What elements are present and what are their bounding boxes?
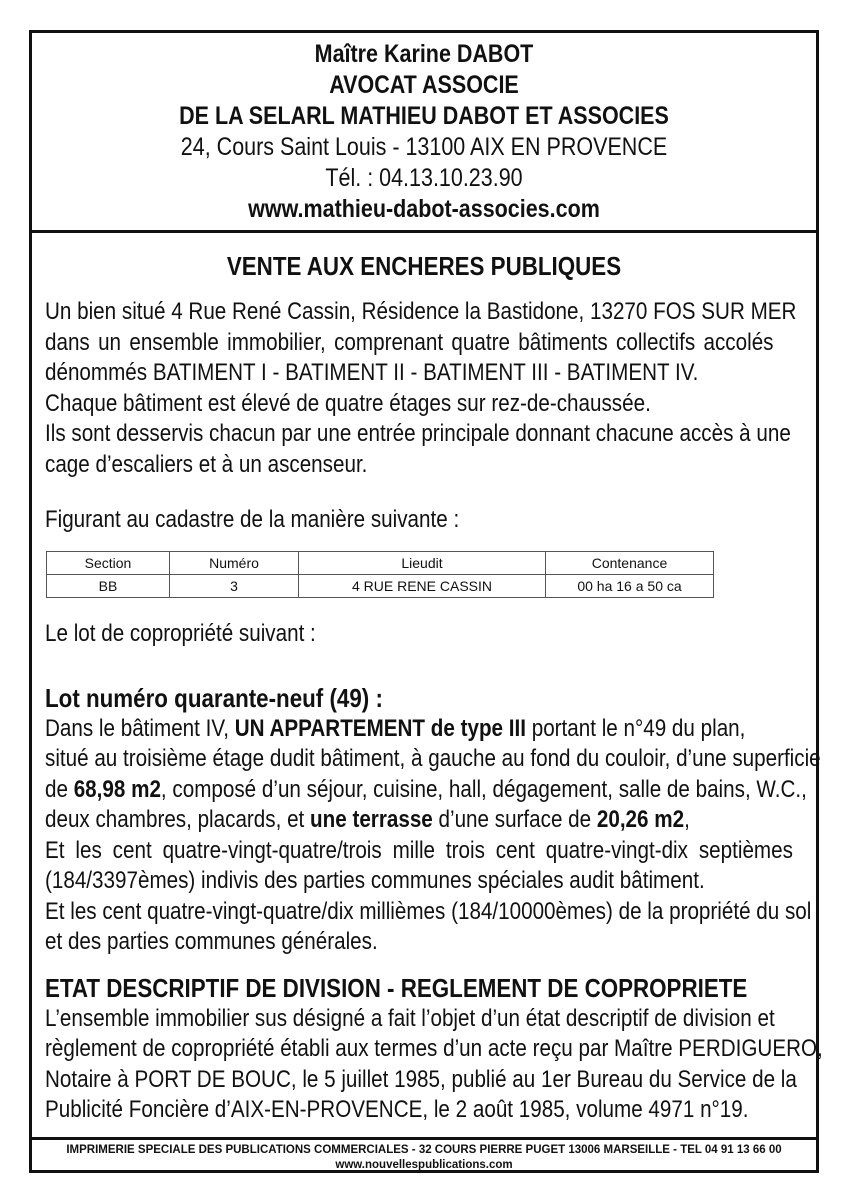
printer-address: IMPRIMERIE SPECIALE DES PUBLICATIONS COMMERCIALES - 32 COURS PIERRE PUGET 13006 MARSEILLE - TEL 04 91 13 66 00 [66, 1144, 782, 1156]
intro-line: Un bien situé 4 Rue René Cassin, Résidence la Bastidone, 13270 FOS SUR MER [45, 298, 797, 325]
lot-text: portant le n°49 du plan, [525, 714, 746, 742]
intro-line: dans un ensemble immobilier, comprenant quatre bâtiments collectifs accolés [45, 328, 774, 356]
lawyer-name: Maître Karine DABOT [314, 40, 534, 68]
lawyer-role: AVOCAT ASSOCIE [329, 71, 519, 99]
notice-title: VENTE AUX ENCHERES PUBLIQUES [226, 251, 622, 281]
property-description [45, 297, 805, 480]
lot-line [45, 714, 746, 745]
printer-website-link[interactable]: www.nouvellespublications.com [335, 1159, 513, 1171]
printer-footer [32, 1137, 816, 1176]
lot-line: Et les cent quatre-vingt-quatre/trois mille trois cent quatre-vingt-dix septièmes [45, 836, 793, 864]
lot-type-emphasis: UN APPARTEMENT de type III [234, 714, 526, 742]
intro-line: Chaque bâtiment est élevé de quatre étages sur rez-de-chaussée. [45, 389, 651, 417]
lot-section [45, 683, 821, 958]
column-header: Section [47, 552, 170, 575]
column-header: Contenance [546, 552, 714, 575]
lot-text: , [684, 806, 690, 833]
etat-line: règlement de copropriété établi aux termes d’un acte reçu par Maître PERDIGUERO, [45, 1035, 823, 1062]
lot-text: , composé d’un séjour, cuisine, hall, dégagement, salle de bains, W.C., [160, 775, 807, 803]
table-cell: 4 RUE RENE CASSIN [299, 575, 546, 598]
firm-address: 24, Cours Saint Louis - 13100 AIX EN PROVENCE [180, 133, 668, 161]
lot-surface-emphasis: 68,98 m2 [73, 775, 161, 803]
table-row [47, 575, 714, 598]
table-cell: BB [47, 575, 170, 598]
lot-line: situé au troisième étage dudit bâtiment, à gauche au fond du couloir, d’une superficie [45, 745, 821, 772]
intro-line: Ils sont desservis chacun par une entrée principale donnant chacune accès à une [45, 420, 791, 447]
notice-frame [29, 30, 823, 1173]
cadastre-intro [45, 505, 805, 536]
lot-line: et des parties communes générales. [45, 928, 378, 955]
lot-intro [45, 619, 805, 650]
firm-website-link[interactable]: www.mathieu-dabot-associes.com [248, 195, 600, 223]
lot-text: Dans le bâtiment IV, [45, 714, 235, 742]
table-cell: 3 [170, 575, 299, 598]
etat-heading: ETAT DESCRIPTIF DE DIVISION - REGLEMENT DE COPROPRIETE [45, 973, 748, 1003]
etat-section [45, 973, 823, 1126]
etat-line: L’ensemble immobilier sus désigné a fait l’objet d’un état descriptif de division et [45, 1004, 775, 1032]
terrace-emphasis: une terrasse [310, 806, 433, 833]
column-header: Lieudit [299, 552, 546, 575]
etat-line: Notaire à PORT DE BOUC, le 5 juillet 1985, publié au 1er Bureau du Service de la [45, 1065, 797, 1093]
law-firm: DE LA SELARL MATHIEU DABOT ET ASSOCIES [179, 102, 669, 130]
column-header: Numéro [170, 552, 299, 575]
intro-line: dénommés BATIMENT I - BATIMENT II - BATIMENT III - BATIMENT IV. [45, 359, 699, 386]
lot-line: Et les cent quatre-vingt-quatre/dix millièmes (184/10000èmes) de la propriété du sol [45, 897, 812, 925]
lot-intro-text: Le lot de copropriété suivant : [45, 620, 316, 647]
lot-text: d’une surface de [432, 806, 597, 833]
lot-text: deux chambres, placards, et [45, 806, 311, 833]
lot-line [45, 805, 699, 836]
intro-line: cage d’escaliers et à un ascenseur. [45, 450, 368, 478]
lawyer-header [32, 33, 816, 233]
table-header-row [47, 552, 714, 575]
lot-line [45, 775, 807, 806]
firm-phone: Tél. : 04.13.10.23.90 [325, 164, 523, 192]
etat-line: Publicité Foncière d’AIX-EN-PROVENCE, le 2 août 1985, volume 4971 n°19. [45, 1096, 749, 1123]
lot-heading: Lot numéro quarante-neuf (49) : [45, 683, 383, 713]
cadastre-table [46, 551, 714, 598]
cadastre-intro-text: Figurant au cadastre de la manière suivante : [45, 506, 460, 533]
terrace-surface-emphasis: 20,26 m2 [596, 806, 685, 833]
table-cell: 00 ha 16 a 50 ca [546, 575, 714, 598]
lot-line: (184/3397èmes) indivis des parties communes spéciales audit bâtiment. [45, 867, 705, 894]
lot-text: de [45, 775, 74, 803]
